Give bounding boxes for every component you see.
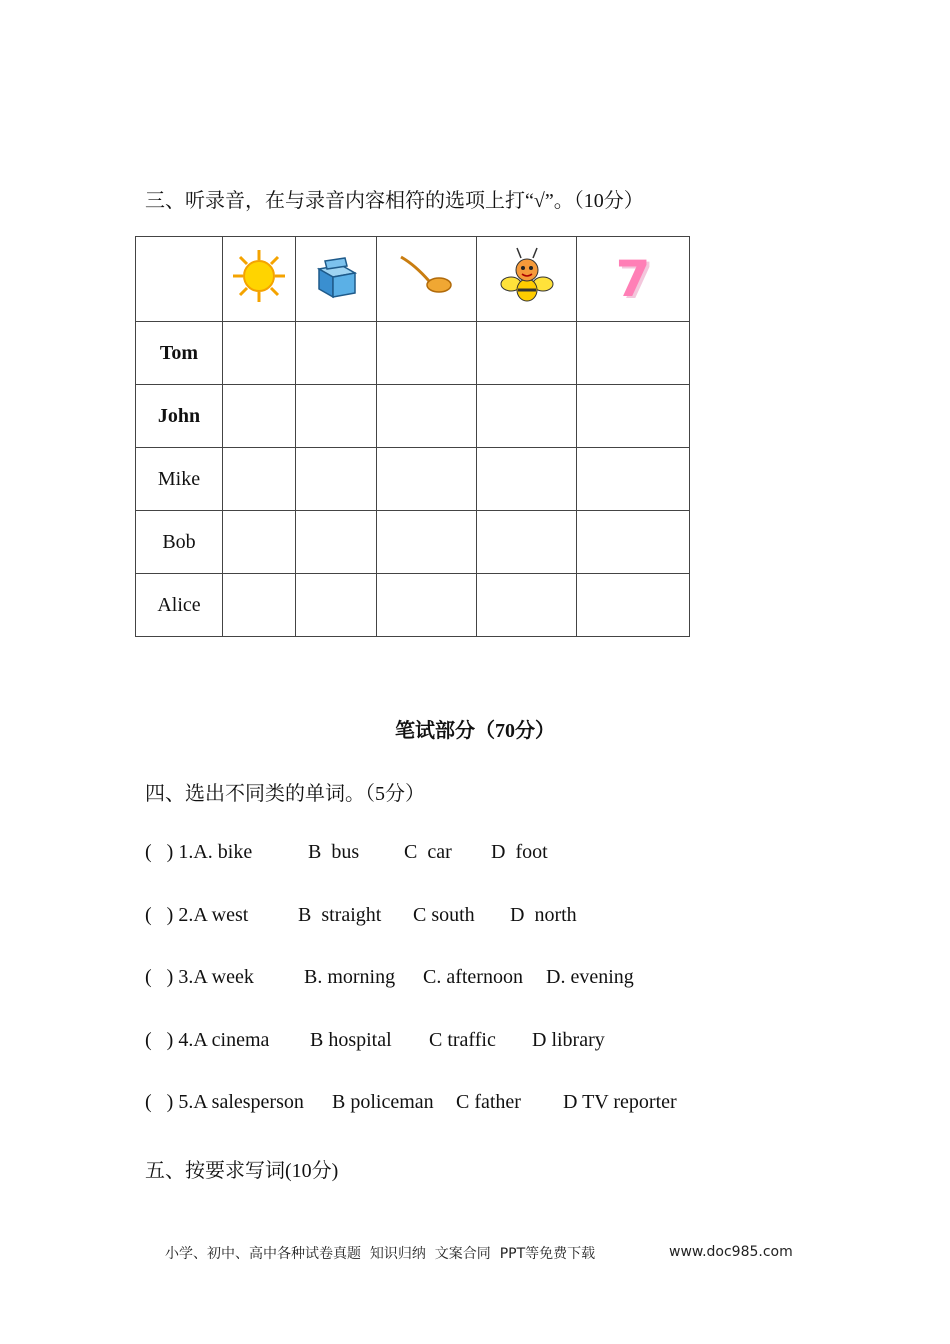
question-3 bbox=[145, 966, 845, 990]
table-row bbox=[136, 448, 690, 511]
number-seven-icon: 7 bbox=[615, 250, 651, 308]
answer-cell[interactable] bbox=[377, 574, 477, 637]
name-cell: Bob bbox=[136, 511, 223, 574]
option-d: D foot bbox=[491, 841, 548, 863]
name-cell: Tom bbox=[136, 322, 223, 385]
option-c: C traffic bbox=[429, 1029, 496, 1051]
milk-carton-icon bbox=[311, 251, 361, 301]
name-cell: John bbox=[136, 385, 223, 448]
table-row bbox=[136, 511, 690, 574]
answer-cell[interactable] bbox=[377, 511, 477, 574]
answer-cell[interactable] bbox=[296, 511, 377, 574]
option-d: D. evening bbox=[546, 966, 634, 988]
answer-cell[interactable] bbox=[296, 574, 377, 637]
listening-table bbox=[135, 236, 690, 637]
answer-cell[interactable] bbox=[223, 511, 296, 574]
question-5 bbox=[145, 1091, 845, 1115]
question-stem: ( ) 2.A west bbox=[145, 904, 249, 926]
answer-cell[interactable] bbox=[577, 322, 690, 385]
option-c: C. afternoon bbox=[423, 966, 523, 988]
table-row bbox=[136, 322, 690, 385]
answer-cell[interactable] bbox=[577, 385, 690, 448]
answer-cell[interactable] bbox=[223, 385, 296, 448]
name-cell: Alice bbox=[136, 574, 223, 637]
table-row bbox=[136, 574, 690, 637]
footer-url[interactable]: www.doc985.com bbox=[669, 1244, 793, 1260]
spoon-icon bbox=[397, 251, 457, 301]
question-1 bbox=[145, 841, 845, 865]
answer-cell[interactable] bbox=[223, 322, 296, 385]
answer-cell[interactable] bbox=[223, 574, 296, 637]
table-header-row bbox=[136, 237, 690, 322]
option-c: C father bbox=[456, 1091, 521, 1113]
answer-cell[interactable] bbox=[296, 322, 377, 385]
header-cell-seven bbox=[577, 237, 690, 322]
written-part-title: 笔试部分（70分） bbox=[395, 720, 555, 742]
answer-cell[interactable] bbox=[477, 511, 577, 574]
question-stem: ( ) 4.A cinema bbox=[145, 1029, 270, 1051]
option-d: D library bbox=[532, 1029, 605, 1051]
answer-cell[interactable] bbox=[377, 448, 477, 511]
answer-cell[interactable] bbox=[577, 448, 690, 511]
option-c: C car bbox=[404, 841, 452, 863]
question-stem: ( ) 3.A week bbox=[145, 966, 254, 988]
question-stem: ( ) 5.A salesperson bbox=[145, 1091, 304, 1113]
option-c: C south bbox=[413, 904, 475, 926]
answer-cell[interactable] bbox=[477, 385, 577, 448]
header-empty-cell bbox=[136, 237, 223, 322]
header-cell-sun bbox=[223, 237, 296, 322]
option-b: B straight bbox=[298, 904, 382, 926]
answer-cell[interactable] bbox=[477, 574, 577, 637]
section-3-title: 三、听录音，在与录音内容相符的选项上打“√”。（10分） bbox=[145, 190, 644, 212]
question-4 bbox=[145, 1029, 845, 1053]
answer-cell[interactable] bbox=[296, 448, 377, 511]
answer-cell[interactable] bbox=[577, 511, 690, 574]
option-b: B bus bbox=[308, 841, 360, 863]
section-4-title: 四、选出不同类的单词。（5分） bbox=[145, 783, 425, 805]
option-d: D north bbox=[510, 904, 577, 926]
option-b: B hospital bbox=[310, 1029, 392, 1051]
header-cell-spoon bbox=[377, 237, 477, 322]
header-cell-milk bbox=[296, 237, 377, 322]
option-b: B policeman bbox=[332, 1091, 434, 1113]
answer-cell[interactable] bbox=[377, 322, 477, 385]
header-cell-bee bbox=[477, 237, 577, 322]
answer-cell[interactable] bbox=[223, 448, 296, 511]
option-b: B. morning bbox=[304, 966, 396, 988]
answer-cell[interactable] bbox=[296, 385, 377, 448]
answer-cell[interactable] bbox=[477, 448, 577, 511]
answer-cell[interactable] bbox=[377, 385, 477, 448]
question-2 bbox=[145, 904, 845, 928]
answer-cell[interactable] bbox=[477, 322, 577, 385]
sun-icon bbox=[231, 248, 287, 304]
option-d: D TV reporter bbox=[563, 1091, 677, 1113]
section-5-title: 五、按要求写词(10分) bbox=[145, 1160, 339, 1182]
answer-cell[interactable] bbox=[577, 574, 690, 637]
footer-text: 小学、初中、高中各种试卷真题 知识归纳 文案合同 PPT等免费下载 bbox=[165, 1246, 596, 1262]
name-cell: Mike bbox=[136, 448, 223, 511]
table-row bbox=[136, 385, 690, 448]
question-stem: ( ) 1.A. bike bbox=[145, 841, 253, 863]
bee-icon bbox=[499, 246, 555, 306]
